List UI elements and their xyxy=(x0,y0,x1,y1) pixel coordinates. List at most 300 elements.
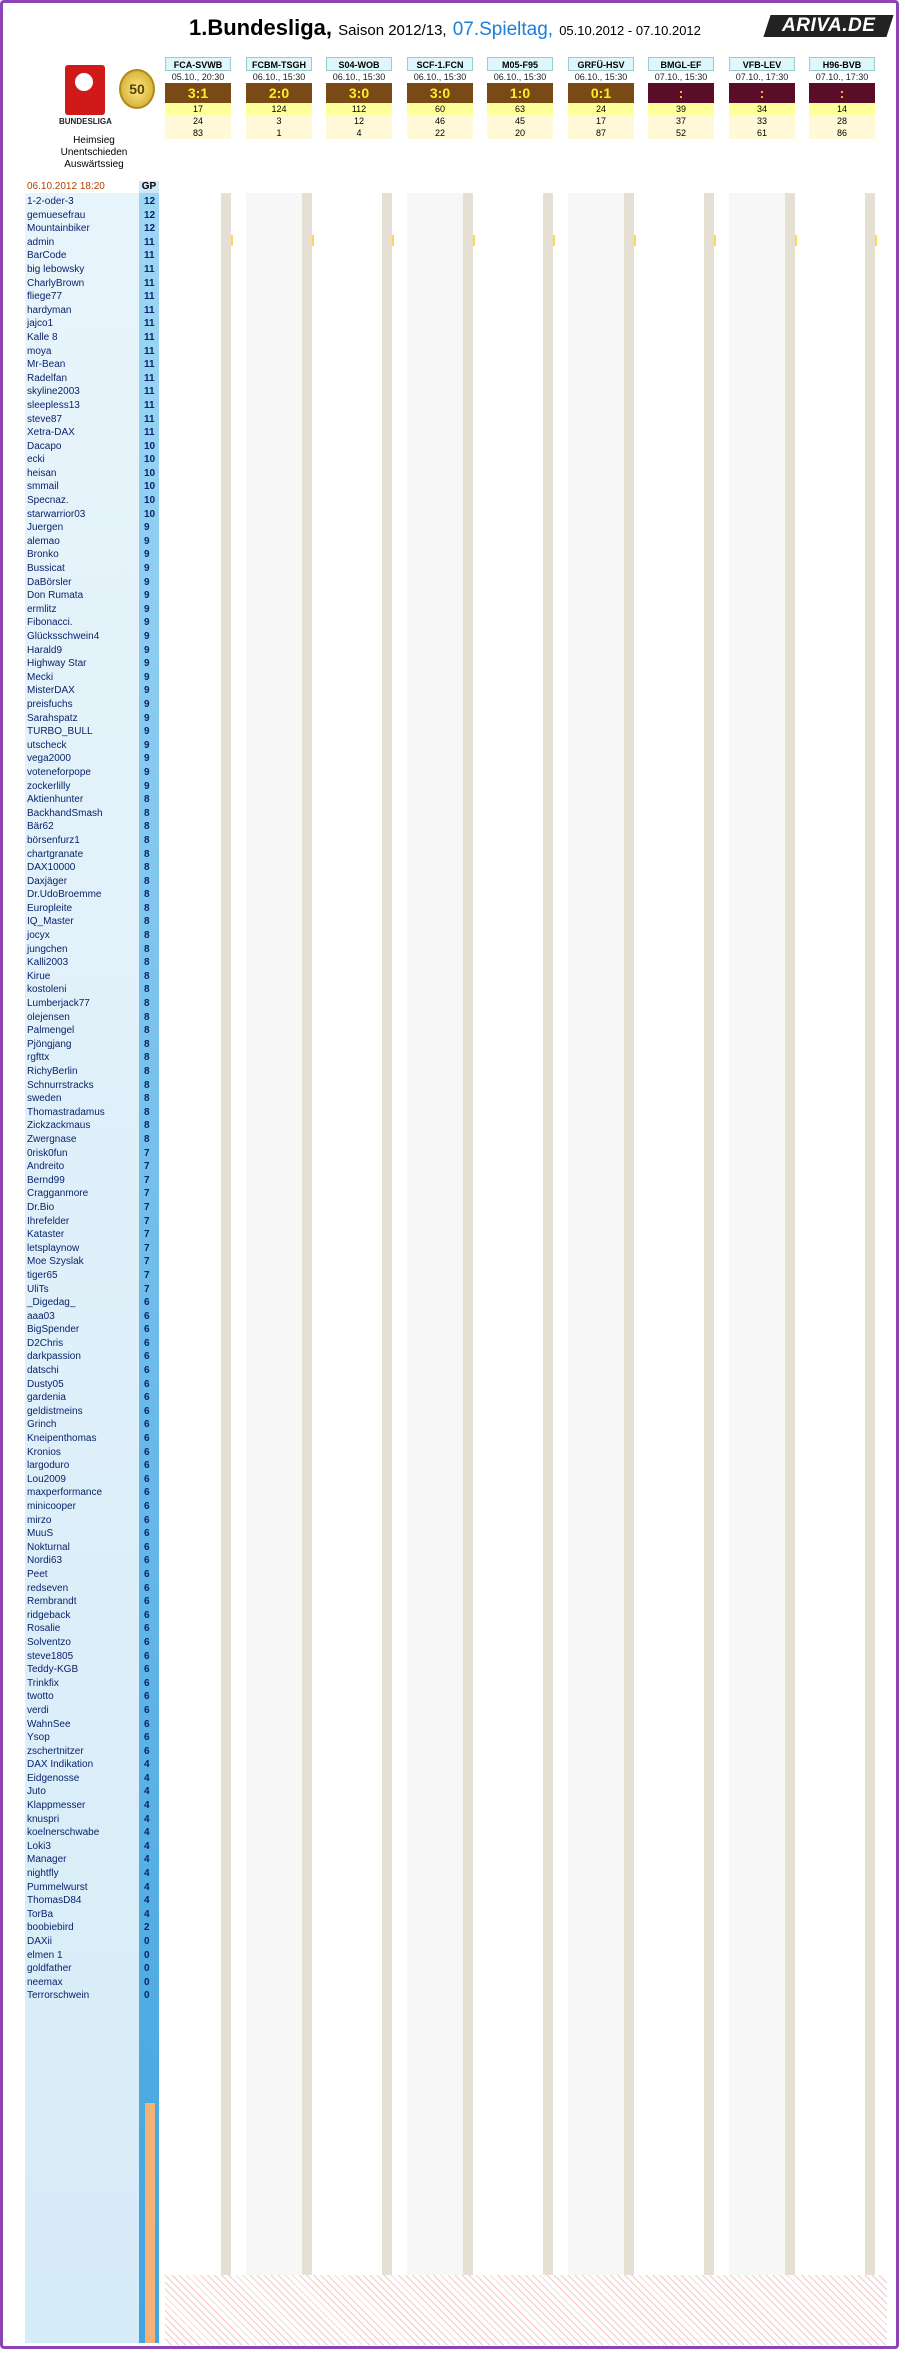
player-name[interactable]: BackhandSmash xyxy=(27,807,103,819)
page-title xyxy=(189,15,701,41)
player-name[interactable]: MuuS xyxy=(27,1528,54,1540)
ariva-logo[interactable] xyxy=(763,15,893,37)
player-gp: 7 xyxy=(144,1215,150,1227)
player-name[interactable]: Andreito xyxy=(27,1161,65,1173)
player-name[interactable]: ermlitz xyxy=(27,603,57,615)
player-name[interactable]: olejensen xyxy=(27,1011,70,1023)
player-gp: 6 xyxy=(144,1636,150,1648)
player-name[interactable]: Ysop xyxy=(27,1732,50,1744)
player-name[interactable]: DAXii xyxy=(27,1936,53,1947)
player-name[interactable]: mirzo xyxy=(27,1514,52,1526)
player-name[interactable]: sleepless13 xyxy=(27,399,80,411)
player-name[interactable]: DAX10000 xyxy=(27,862,76,874)
player-name[interactable]: Fibonacci. xyxy=(27,617,73,629)
player-gp: 8 xyxy=(144,1066,150,1077)
player-name[interactable]: Rembrandt xyxy=(27,1596,77,1608)
player-name[interactable]: steve87 xyxy=(27,413,63,425)
match-name: FCA-SVWB xyxy=(165,57,231,71)
match-score: : xyxy=(729,83,795,103)
player-name[interactable]: DAX Indikation xyxy=(27,1759,94,1771)
player-name[interactable]: Kronios xyxy=(27,1446,61,1458)
player-gp: 8 xyxy=(144,902,150,914)
match-auswaertssieg: 52 xyxy=(648,127,714,139)
player-name[interactable]: verdi xyxy=(27,1704,49,1716)
match-date: 07.10., 17:30 xyxy=(735,72,789,82)
label-heimsieg: Heimsieg xyxy=(73,135,115,146)
points-column-bg xyxy=(704,193,714,2343)
player-name[interactable]: Bussicat xyxy=(27,563,65,575)
player-name[interactable]: admin xyxy=(27,236,55,248)
match-grfü-hsv xyxy=(568,57,634,139)
player-gp: 9 xyxy=(144,603,150,615)
player-name[interactable]: Radelfan xyxy=(27,372,68,384)
player-gp: 4 xyxy=(144,1786,150,1798)
player-name[interactable]: sweden xyxy=(27,1093,62,1105)
player-gp: 11 xyxy=(144,236,155,248)
points-column-bg xyxy=(382,193,392,2343)
player-name[interactable]: BarCode xyxy=(27,250,67,262)
player-name[interactable]: Daxjäger xyxy=(27,875,68,887)
player-gp: 6 xyxy=(144,1405,150,1417)
match-fcbm-tsgh xyxy=(246,57,312,139)
match-unentschieden: 46 xyxy=(407,115,473,127)
match-fca-svwb xyxy=(165,57,231,139)
player-name[interactable]: knuspri xyxy=(27,1813,60,1825)
player-gp: 8 xyxy=(144,821,150,833)
title-league: 1.Bundesliga, xyxy=(189,15,333,40)
player-name[interactable]: UliTs xyxy=(27,1283,49,1295)
ball-icon xyxy=(75,73,93,91)
match-date: 07.10., 17:30 xyxy=(815,72,869,82)
player-name[interactable]: Pjöngjang xyxy=(27,1038,72,1050)
match-date: 06.10., 15:30 xyxy=(574,72,628,82)
player-gp: 11 xyxy=(144,331,155,343)
player-gp: 7 xyxy=(144,1188,150,1200)
player-name[interactable]: boobiebird xyxy=(27,1922,74,1934)
player-gp: 6 xyxy=(144,1297,150,1309)
player-name[interactable]: WahnSee xyxy=(27,1718,71,1730)
player-name[interactable]: Kalle 8 xyxy=(27,331,58,343)
player-name[interactable]: koelnerschwabe xyxy=(27,1827,100,1839)
match-name: GRFÜ-HSV xyxy=(568,57,634,71)
player-name[interactable]: Bronko xyxy=(27,549,59,561)
player-gp: 4 xyxy=(144,1881,150,1893)
player-name[interactable]: smmail xyxy=(27,481,59,493)
player-name[interactable]: tiger65 xyxy=(27,1269,58,1281)
points-column-bg xyxy=(543,193,553,2343)
player-name[interactable]: Kalli2003 xyxy=(27,957,69,969)
player-name[interactable]: starwarrior03 xyxy=(27,508,86,520)
player-name[interactable]: TorBa xyxy=(27,1908,54,1920)
match-name: H96-BVB xyxy=(809,57,875,71)
player-name[interactable]: Dusty05 xyxy=(27,1378,64,1390)
match-unentschieden: 12 xyxy=(326,115,392,127)
player-name[interactable]: Moe Szyslak xyxy=(27,1256,84,1268)
player-name[interactable]: Palmengel xyxy=(27,1025,75,1037)
player-name[interactable]: elmen 1 xyxy=(27,1949,63,1961)
player-gp: 8 xyxy=(144,807,150,819)
player-gp: 9 xyxy=(144,766,150,778)
player-gp: 8 xyxy=(144,848,150,860)
player-name[interactable]: Juto xyxy=(27,1786,46,1798)
match-name: FCBM-TSGH xyxy=(246,57,312,71)
player-gp: 6 xyxy=(144,1310,150,1322)
label-unentschieden: Unentschieden xyxy=(60,147,128,158)
player-name[interactable]: Pummelwurst xyxy=(27,1881,88,1893)
title-bar xyxy=(3,3,896,47)
match-m05-f95 xyxy=(487,57,553,139)
match-heimsieg: 112 xyxy=(326,103,392,115)
player-gp: 9 xyxy=(144,658,150,670)
player-name[interactable]: Mecki xyxy=(27,671,54,683)
player-gp: 10 xyxy=(144,495,156,507)
player-gp: 4 xyxy=(144,1854,150,1866)
match-heimsieg: 34 xyxy=(729,103,795,115)
player-name[interactable]: hardyman xyxy=(27,304,72,316)
player-name[interactable]: Juergen xyxy=(27,522,64,534)
player-gp: 11 xyxy=(144,359,155,371)
player-name[interactable]: TURBO_BULL xyxy=(27,726,93,738)
match-name: SCF-1.FCN xyxy=(407,57,473,71)
player-name[interactable]: Dacapo xyxy=(27,440,62,452)
player-gp: 4 xyxy=(144,1868,150,1880)
player-name[interactable]: Kneipenthomas xyxy=(27,1433,97,1445)
player-gp: 6 xyxy=(144,1378,150,1390)
player-gp: 6 xyxy=(144,1555,150,1567)
player-name[interactable]: BigSpender xyxy=(27,1324,80,1336)
player-gp: 0 xyxy=(144,1963,150,1975)
player-name[interactable]: Lumberjack77 xyxy=(27,998,90,1010)
player-name[interactable]: Mountainbiker xyxy=(27,223,90,235)
player-name[interactable]: _Digedag_ xyxy=(27,1297,76,1309)
player-name[interactable]: Trinkfix xyxy=(27,1677,59,1689)
player-name[interactable]: Nokturnal xyxy=(27,1541,70,1553)
player-name[interactable]: CharlyBrown xyxy=(27,277,85,289)
player-gp: 9 xyxy=(144,590,150,602)
player-name[interactable]: utscheck xyxy=(27,739,67,751)
player-gp: 8 xyxy=(144,875,150,887)
player-name[interactable]: Dr.Bio xyxy=(27,1201,55,1213)
player-name[interactable]: darkpassion xyxy=(27,1351,81,1363)
player-gp: 9 xyxy=(144,712,150,724)
player-gp: 6 xyxy=(144,1582,150,1594)
player-gp: 6 xyxy=(144,1704,150,1716)
player-name[interactable]: 0risk0fun xyxy=(27,1147,68,1159)
match-date: 05.10., 20:30 xyxy=(171,72,225,82)
player-gp: 6 xyxy=(144,1392,150,1404)
player-name[interactable]: ecki xyxy=(27,454,45,466)
match-name: S04-WOB xyxy=(326,57,392,71)
player-name[interactable]: D2Chris xyxy=(27,1337,64,1349)
player-gp: 9 xyxy=(144,535,150,547)
player-gp: 6 xyxy=(144,1365,150,1377)
player-name[interactable]: skyline2003 xyxy=(27,386,80,398)
player-name[interactable]: jungchen xyxy=(27,943,68,955)
match-name: BMGL-EF xyxy=(648,57,714,71)
title-dates: 05.10.2012 - 07.10.2012 xyxy=(559,23,701,38)
player-gp: 0 xyxy=(144,1936,150,1947)
points-column-bg xyxy=(785,193,795,2343)
player-gp: 8 xyxy=(144,862,150,874)
player-gp: 9 xyxy=(144,753,150,765)
match-unentschieden: 24 xyxy=(165,115,231,127)
player-gp: 8 xyxy=(144,1120,150,1132)
player-name[interactable]: Grinch xyxy=(27,1419,57,1431)
player-name[interactable]: steve1805 xyxy=(27,1650,74,1662)
player-name[interactable]: fliege77 xyxy=(27,291,63,303)
match-name: VFB-LEV xyxy=(729,57,795,71)
player-name[interactable]: Europleite xyxy=(27,902,73,914)
player-name[interactable]: Ihrefelder xyxy=(27,1215,70,1227)
player-name[interactable]: Bär62 xyxy=(27,821,54,833)
match-h96-bvb xyxy=(809,57,875,139)
player-name[interactable]: Don Rumata xyxy=(27,590,84,602)
player-name[interactable]: kostoleni xyxy=(27,984,67,996)
player-name[interactable]: twotto xyxy=(27,1691,54,1703)
player-gp: 8 xyxy=(144,943,150,955)
player-name[interactable]: chartgranate xyxy=(27,848,84,860)
player-gp: 4 xyxy=(144,1840,150,1852)
match-unentschieden: 37 xyxy=(648,115,714,127)
player-name[interactable]: datschi xyxy=(27,1365,59,1377)
match-heimsieg: 60 xyxy=(407,103,473,115)
player-gp: 4 xyxy=(144,1772,150,1784)
player-name[interactable]: letsplaynow xyxy=(27,1242,80,1254)
player-gp: 6 xyxy=(144,1541,150,1553)
player-name[interactable]: IQ_Master xyxy=(27,916,74,928)
player-gp: 9 xyxy=(144,780,150,792)
match-auswaertssieg: 1 xyxy=(246,127,312,139)
match-score: : xyxy=(809,83,875,103)
match-unentschieden: 33 xyxy=(729,115,795,127)
match-heimsieg: 14 xyxy=(809,103,875,115)
player-name[interactable]: Loki3 xyxy=(27,1840,51,1852)
player-gp: 8 xyxy=(144,1079,150,1091)
player-gp: 11 xyxy=(144,413,155,425)
player-name[interactable]: börsenfurz1 xyxy=(27,834,80,846)
player-name[interactable]: ThomasD84 xyxy=(27,1895,82,1907)
player-name[interactable]: 1-2-oder-3 xyxy=(27,196,74,207)
match-score: 3:0 xyxy=(407,83,473,103)
match-bmgl-ef xyxy=(648,57,714,139)
player-gp: 6 xyxy=(144,1473,150,1485)
player-name[interactable]: Cragganmore xyxy=(27,1188,89,1200)
player-name[interactable]: Solventzo xyxy=(27,1636,71,1648)
player-gp: 9 xyxy=(144,698,150,710)
player-name[interactable]: alemao xyxy=(27,535,60,547)
player-name[interactable]: Nordi63 xyxy=(27,1555,63,1567)
player-name[interactable]: Lou2009 xyxy=(27,1473,66,1485)
player-gp: 8 xyxy=(144,834,150,846)
player-gp: 7 xyxy=(144,1242,150,1254)
player-gp: 6 xyxy=(144,1351,150,1363)
player-gp: 8 xyxy=(144,984,150,996)
player-name[interactable]: Zickzackmaus xyxy=(27,1120,91,1132)
ariva-logo-text: ARIVA.DE xyxy=(781,15,876,36)
player-gp-list xyxy=(144,195,155,2003)
player-name[interactable]: geldistmeins xyxy=(27,1405,83,1417)
match-unentschieden: 45 xyxy=(487,115,553,127)
player-gp: 12 xyxy=(144,223,156,235)
match-scf-1.fcn xyxy=(407,57,473,139)
title-season: Saison 2012/13, xyxy=(338,22,447,39)
player-gp: 9 xyxy=(144,617,150,629)
bundesliga-logo xyxy=(59,65,123,127)
player-gp: 9 xyxy=(144,685,150,697)
player-gp: 9 xyxy=(144,522,150,534)
player-gp: 7 xyxy=(144,1283,150,1295)
player-name[interactable]: Xetra-DAX xyxy=(27,427,75,439)
player-name[interactable]: zockerlilly xyxy=(27,780,71,792)
player-gp: 6 xyxy=(144,1419,150,1431)
player-name[interactable]: aaa03 xyxy=(27,1310,55,1322)
points-column-bg xyxy=(221,193,231,2343)
stand-timestamp: 06.10.2012 18:20 xyxy=(27,181,105,192)
player-name[interactable]: vega2000 xyxy=(27,753,71,765)
player-name[interactable]: Thomastradamus xyxy=(27,1106,105,1118)
player-name[interactable]: redseven xyxy=(27,1582,69,1594)
match-score: 3:1 xyxy=(165,83,231,103)
player-name[interactable]: jocyx xyxy=(27,930,50,942)
player-gp: 6 xyxy=(144,1460,150,1472)
match-heimsieg: 17 xyxy=(165,103,231,115)
player-gp: 8 xyxy=(144,957,150,969)
player-name[interactable]: Rosalie xyxy=(27,1623,61,1635)
player-gp: 0 xyxy=(144,1949,150,1961)
player-name[interactable]: Klappmesser xyxy=(27,1800,86,1812)
player-name[interactable]: largoduro xyxy=(27,1460,70,1472)
match-score: 3:0 xyxy=(326,83,392,103)
player-name[interactable]: Sarahspatz xyxy=(27,712,78,724)
match-auswaertssieg: 4 xyxy=(326,127,392,139)
player-gp: 6 xyxy=(144,1650,150,1662)
match-unentschieden: 3 xyxy=(246,115,312,127)
player-gp: 6 xyxy=(144,1528,150,1540)
player-gp: 11 xyxy=(144,263,155,275)
player-name[interactable]: Harald9 xyxy=(27,644,63,656)
player-name[interactable]: Aktienhunter xyxy=(27,794,84,806)
label-auswaertssieg: Auswärtssieg xyxy=(64,159,124,170)
player-name[interactable]: RichyBerlin xyxy=(27,1066,78,1077)
player-gp: 10 xyxy=(144,467,156,479)
player-name[interactable]: Teddy-KGB xyxy=(27,1664,79,1676)
player-name[interactable]: big lebowsky xyxy=(27,263,85,275)
player-gp: 8 xyxy=(144,1038,150,1050)
match-heimsieg: 24 xyxy=(568,103,634,115)
match-score: : xyxy=(648,83,714,103)
player-gp: 9 xyxy=(144,549,150,561)
player-gp: 8 xyxy=(144,794,150,806)
player-name[interactable]: Zwergnase xyxy=(27,1133,77,1145)
player-gp: 7 xyxy=(144,1256,150,1268)
player-gp: 9 xyxy=(144,671,150,683)
points-column-bg xyxy=(865,193,875,2343)
player-name[interactable]: Bernd99 xyxy=(27,1174,65,1186)
player-name[interactable]: rgfttx xyxy=(27,1052,50,1064)
player-gp: 11 xyxy=(144,386,155,398)
player-gp: 8 xyxy=(144,1133,150,1145)
player-gp: 4 xyxy=(144,1827,150,1839)
player-gp: 10 xyxy=(144,454,156,466)
match-auswaertssieg: 87 xyxy=(568,127,634,139)
player-gp: 4 xyxy=(144,1813,150,1825)
player-name[interactable]: minicooper xyxy=(27,1501,76,1512)
player-name[interactable]: preisfuchs xyxy=(27,698,73,710)
player-name[interactable]: neemax xyxy=(27,1976,63,1988)
match-heimsieg: 63 xyxy=(487,103,553,115)
match-s04-wob xyxy=(326,57,392,139)
player-gp: 11 xyxy=(144,291,155,303)
player-gp: 6 xyxy=(144,1745,150,1757)
match-vfb-lev xyxy=(729,57,795,139)
player-gp: 11 xyxy=(144,427,155,439)
player-gp: 0 xyxy=(144,1976,150,1988)
player-gp: 8 xyxy=(144,916,150,928)
player-gp: 6 xyxy=(144,1677,150,1689)
player-name[interactable]: nightfly xyxy=(27,1868,59,1880)
player-name[interactable]: DaBörsler xyxy=(27,576,72,588)
bundesliga-logo-box xyxy=(65,65,105,115)
player-gp: 11 xyxy=(144,304,155,316)
player-gp: 11 xyxy=(144,399,155,411)
player-name[interactable]: voteneforpope xyxy=(27,766,91,778)
player-gp: 2 xyxy=(144,1922,150,1934)
player-name[interactable]: moya xyxy=(27,345,52,357)
player-name[interactable]: maxperformance xyxy=(27,1487,103,1499)
player-name[interactable]: heisan xyxy=(27,467,57,479)
match-heimsieg: 124 xyxy=(246,103,312,115)
player-gp: 8 xyxy=(144,1106,150,1118)
player-gp: 8 xyxy=(144,998,150,1010)
player-gp: 4 xyxy=(144,1759,150,1771)
match-date: 06.10., 15:30 xyxy=(413,72,467,82)
player-name[interactable]: Glücksschwein4 xyxy=(27,631,100,642)
player-gp: 7 xyxy=(144,1269,150,1281)
player-gp: 0 xyxy=(144,1990,150,2002)
player-gp: 6 xyxy=(144,1596,150,1608)
player-name[interactable]: Kataster xyxy=(27,1229,65,1241)
match-date: 06.10., 15:30 xyxy=(332,72,386,82)
player-gp: 7 xyxy=(144,1174,150,1186)
player-gp: 6 xyxy=(144,1609,150,1621)
match-auswaertssieg: 20 xyxy=(487,127,553,139)
match-date: 06.10., 15:30 xyxy=(493,72,547,82)
player-name[interactable]: Terrorschwein xyxy=(27,1990,90,2002)
player-name[interactable]: goldfather xyxy=(27,1963,72,1975)
player-name[interactable]: Eidgenosse xyxy=(27,1772,80,1784)
player-gp: 9 xyxy=(144,631,150,642)
player-name[interactable]: ridgeback xyxy=(27,1609,71,1621)
player-name[interactable]: gardenia xyxy=(27,1392,66,1404)
player-name[interactable]: Kirue xyxy=(27,970,51,982)
player-name[interactable]: Highway Star xyxy=(27,658,87,670)
player-name[interactable]: Specnaz. xyxy=(27,495,69,507)
player-name[interactable]: Manager xyxy=(27,1854,67,1866)
player-name[interactable]: jajco1 xyxy=(27,318,54,330)
player-name[interactable]: zschertnitzer xyxy=(27,1745,84,1757)
player-name[interactable]: MisterDAX xyxy=(27,685,75,697)
player-gp: 4 xyxy=(144,1800,150,1812)
player-name[interactable]: Peet xyxy=(27,1568,48,1580)
match-auswaertssieg: 22 xyxy=(407,127,473,139)
player-name[interactable]: Mr-Bean xyxy=(27,359,66,371)
player-name[interactable]: Schnurrstracks xyxy=(27,1079,94,1091)
match-auswaertssieg: 86 xyxy=(809,127,875,139)
player-name[interactable]: Dr.UdoBroemme xyxy=(27,889,102,901)
player-name[interactable]: gemuesefrau xyxy=(27,209,86,221)
points-column-bg xyxy=(624,193,634,2343)
player-gp: 6 xyxy=(144,1691,150,1703)
